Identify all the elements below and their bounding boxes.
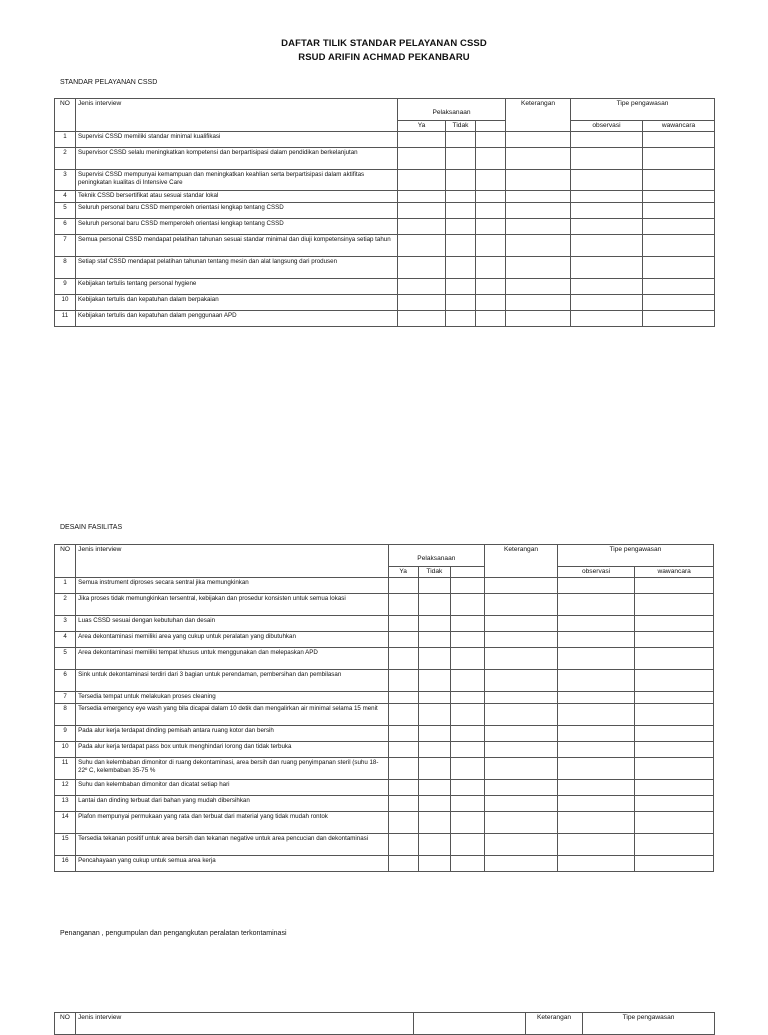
cell-blank[interactable] bbox=[450, 812, 484, 834]
cell-tidak[interactable] bbox=[418, 780, 450, 796]
cell-wawancara[interactable] bbox=[635, 704, 714, 726]
cell-tidak[interactable] bbox=[418, 648, 450, 670]
cell-ya[interactable] bbox=[388, 758, 418, 780]
cell-keterangan[interactable] bbox=[485, 856, 558, 872]
cell-ya[interactable] bbox=[388, 632, 418, 648]
row-number: 6 bbox=[55, 219, 76, 235]
table-row bbox=[55, 594, 714, 616]
table-row bbox=[55, 235, 715, 257]
row-text: Supervisi CSSD memiliki standar minimal kualifikasi bbox=[76, 132, 398, 148]
col-pelaksanaan: Pelaksanaan bbox=[398, 99, 506, 121]
cell-observasi[interactable] bbox=[571, 311, 643, 327]
table-row bbox=[55, 632, 714, 648]
col-tipe: Tipe pengawasan bbox=[583, 1013, 715, 1035]
row-number: 4 bbox=[55, 191, 76, 203]
cell-ya[interactable] bbox=[388, 796, 418, 812]
cell-keterangan[interactable] bbox=[485, 670, 558, 692]
table-row bbox=[55, 295, 715, 311]
cell-blank[interactable] bbox=[476, 203, 506, 219]
document-subtitle: RSUD ARIFIN ACHMAD PEKANBARU bbox=[298, 52, 470, 63]
cell-tidak[interactable] bbox=[418, 578, 450, 594]
row-number: 8 bbox=[55, 704, 76, 726]
table-row bbox=[55, 616, 714, 632]
col-wawancara: wawancara bbox=[643, 121, 715, 132]
cell-observasi[interactable] bbox=[557, 796, 635, 812]
table-row bbox=[55, 648, 714, 670]
row-text: Teknik CSSD bersertifikat atau sesuai standar lokal bbox=[76, 191, 398, 203]
row-text: Kebijakan tertulis tentang personal hygiene bbox=[76, 279, 398, 295]
cell-keterangan[interactable] bbox=[506, 148, 571, 170]
cell-observasi[interactable] bbox=[557, 758, 635, 780]
cell-keterangan[interactable] bbox=[485, 780, 558, 796]
row-number: 12 bbox=[55, 780, 76, 796]
cell-wawancara[interactable] bbox=[635, 594, 714, 616]
cell-blank[interactable] bbox=[476, 132, 506, 148]
cell-keterangan[interactable] bbox=[485, 742, 558, 758]
desain-table bbox=[54, 544, 714, 872]
row-text: Seluruh personal baru CSSD memperoleh orientasi lengkap tentang CSSD bbox=[76, 219, 398, 235]
table-row bbox=[55, 780, 714, 796]
row-number: 14 bbox=[55, 812, 76, 834]
row-text: Sink untuk dekontaminasi terdiri dari 3 bagian untuk perendaman, pembersihan dan pembilasan bbox=[76, 670, 388, 692]
cell-tidak[interactable] bbox=[418, 616, 450, 632]
cell-tidak[interactable] bbox=[446, 279, 476, 295]
table-row bbox=[55, 796, 714, 812]
cell-keterangan[interactable] bbox=[485, 648, 558, 670]
cell-keterangan[interactable] bbox=[485, 812, 558, 834]
cell-keterangan[interactable] bbox=[506, 219, 571, 235]
cell-observasi[interactable] bbox=[557, 742, 635, 758]
row-text: Tersedia emergency eye wash yang bila dicapai dalam 10 detik dan mengalirkan air minimal selama 15 menit bbox=[76, 704, 388, 726]
row-number: 5 bbox=[55, 203, 76, 219]
row-text: Pada alur kerja terdapat pass box untuk menghindari lorong dan tidak terbuka bbox=[76, 742, 388, 758]
col-blank bbox=[476, 121, 506, 132]
col-tidak: Tidak bbox=[418, 567, 450, 578]
cell-tidak[interactable] bbox=[446, 295, 476, 311]
cell-blank[interactable] bbox=[450, 670, 484, 692]
cell-blank[interactable] bbox=[450, 726, 484, 742]
cell-blank[interactable] bbox=[476, 235, 506, 257]
cell-tidak[interactable] bbox=[446, 203, 476, 219]
table-row bbox=[55, 670, 714, 692]
cell-blank[interactable] bbox=[450, 742, 484, 758]
cell-wawancara[interactable] bbox=[635, 742, 714, 758]
cell-tidak[interactable] bbox=[446, 311, 476, 327]
cell-tidak[interactable] bbox=[446, 235, 476, 257]
row-number: 5 bbox=[55, 648, 76, 670]
col-no: NO bbox=[55, 1013, 76, 1035]
cell-wawancara[interactable] bbox=[643, 219, 715, 235]
col-observasi: observasi bbox=[571, 121, 643, 132]
table-row bbox=[55, 311, 715, 327]
cell-keterangan[interactable] bbox=[506, 203, 571, 219]
cell-ya[interactable] bbox=[398, 279, 446, 295]
cell-keterangan[interactable] bbox=[506, 295, 571, 311]
row-text: Semua personal CSSD mendapat pelatihan tahunan sesuai standar minimal dan diuji kompetensinya setiap tahun bbox=[76, 235, 398, 257]
row-number: 6 bbox=[55, 670, 76, 692]
cell-wawancara[interactable] bbox=[643, 257, 715, 279]
cell-ya[interactable] bbox=[388, 692, 418, 704]
cell-blank[interactable] bbox=[450, 834, 484, 856]
section-label-standar: STANDAR PELAYANAN CSSD bbox=[60, 79, 158, 86]
row-text: Kebijakan tertulis dan kepatuhan dalam penggunaan APD bbox=[76, 311, 398, 327]
cell-observasi[interactable] bbox=[571, 235, 643, 257]
cell-wawancara[interactable] bbox=[643, 311, 715, 327]
cell-blank[interactable] bbox=[476, 295, 506, 311]
row-number: 10 bbox=[55, 295, 76, 311]
cell-ya[interactable] bbox=[388, 834, 418, 856]
cell-tidak[interactable] bbox=[446, 191, 476, 203]
row-text: Suhu dan kelembaban dimonitor dan dicatat setiap hari bbox=[76, 780, 388, 796]
cell-tidak[interactable] bbox=[418, 834, 450, 856]
cell-wawancara[interactable] bbox=[635, 726, 714, 742]
row-text: Setiap staf CSSD mendapat pelatihan tahunan tentang mesin dan alat langsung dari produsen bbox=[76, 257, 398, 279]
cell-keterangan[interactable] bbox=[506, 311, 571, 327]
cell-observasi[interactable] bbox=[571, 295, 643, 311]
cell-wawancara[interactable] bbox=[643, 132, 715, 148]
cell-blank[interactable] bbox=[450, 856, 484, 872]
col-no: NO bbox=[55, 545, 76, 578]
col-jenis: Jenis interview bbox=[76, 545, 388, 578]
cell-observasi[interactable] bbox=[571, 132, 643, 148]
cell-ya[interactable] bbox=[398, 295, 446, 311]
cell-observasi[interactable] bbox=[557, 692, 635, 704]
row-text: Jika proses tidak memungkinkan tersentral, kebijakan dan prosedur konsisten untuk semua lokasi bbox=[76, 594, 388, 616]
cell-keterangan[interactable] bbox=[485, 616, 558, 632]
cell-ya[interactable] bbox=[398, 311, 446, 327]
cell-keterangan[interactable] bbox=[506, 191, 571, 203]
row-text: Supervisi CSSD mempunyai kemampuan dan meningkatkan keahlian serta berpartisipasi dalam aktifitas peningkatan kualitas di Intensive Care bbox=[76, 170, 398, 191]
row-number: 9 bbox=[55, 726, 76, 742]
cell-ya[interactable] bbox=[398, 170, 446, 191]
cell-observasi[interactable] bbox=[571, 203, 643, 219]
row-text: Plafon mempunyai permukaan yang rata dan terbuat dari material yang tidak mudah rontok bbox=[76, 812, 388, 834]
cell-keterangan[interactable] bbox=[485, 632, 558, 648]
section-label-penanganan: Penanganan , pengumpulan dan pengangkutan peralatan terkontaminasi bbox=[60, 930, 287, 937]
row-number: 13 bbox=[55, 796, 76, 812]
cell-observasi[interactable] bbox=[557, 856, 635, 872]
row-text: Supervisor CSSD selalu meningkatkan kompetensi dan berpartisipasi dalam pendidikan berkelanjutan bbox=[76, 148, 398, 170]
row-text: Tersedia tekanan positif untuk area bersih dan tekanan negative untuk area pencucian dan dekontaminasi bbox=[76, 834, 388, 856]
cell-ya[interactable] bbox=[388, 704, 418, 726]
cell-ya[interactable] bbox=[388, 594, 418, 616]
cell-tidak[interactable] bbox=[418, 594, 450, 616]
cell-keterangan[interactable] bbox=[506, 170, 571, 191]
row-number: 1 bbox=[55, 132, 76, 148]
cell-ya[interactable] bbox=[388, 742, 418, 758]
col-ya: Ya bbox=[388, 567, 418, 578]
cell-ya[interactable] bbox=[388, 780, 418, 796]
row-number: 3 bbox=[55, 170, 76, 191]
cell-tidak[interactable] bbox=[418, 704, 450, 726]
cell-wawancara[interactable] bbox=[635, 758, 714, 780]
cell-tidak[interactable] bbox=[418, 812, 450, 834]
cell-ya[interactable] bbox=[398, 203, 446, 219]
cell-blank[interactable] bbox=[450, 780, 484, 796]
cell-ya[interactable] bbox=[388, 648, 418, 670]
cell-tidak[interactable] bbox=[418, 856, 450, 872]
cell-blank[interactable] bbox=[450, 578, 484, 594]
table-row bbox=[55, 279, 715, 295]
row-text: Seluruh personal baru CSSD memperoleh orientasi lengkap tentang CSSD bbox=[76, 203, 398, 219]
row-number: 16 bbox=[55, 856, 76, 872]
table-row bbox=[55, 834, 714, 856]
cell-blank[interactable] bbox=[450, 796, 484, 812]
cell-wawancara[interactable] bbox=[643, 235, 715, 257]
cell-blank[interactable] bbox=[476, 219, 506, 235]
row-number: 8 bbox=[55, 257, 76, 279]
col-jenis: Jenis interview bbox=[76, 1013, 414, 1035]
cell-ya[interactable] bbox=[398, 219, 446, 235]
cell-ya[interactable] bbox=[388, 670, 418, 692]
col-tipe: Tipe pengawasan bbox=[571, 99, 715, 121]
cell-keterangan[interactable] bbox=[506, 279, 571, 295]
row-text: Suhu dan kelembaban dimonitor di ruang dekontaminasi, area bersih dan ruang penyimpanan steril (suhu 18-22º C, kelembaban 35-75 % bbox=[76, 758, 388, 780]
col-jenis: Jenis interview bbox=[76, 99, 398, 132]
table-row bbox=[55, 726, 714, 742]
cell-observasi[interactable] bbox=[557, 834, 635, 856]
table-row bbox=[55, 191, 715, 203]
cell-tidak[interactable] bbox=[418, 726, 450, 742]
cell-observasi[interactable] bbox=[571, 219, 643, 235]
table-row bbox=[55, 742, 714, 758]
cell-tidak[interactable] bbox=[418, 670, 450, 692]
cell-blank[interactable] bbox=[450, 594, 484, 616]
cell-observasi[interactable] bbox=[557, 616, 635, 632]
cell-observasi[interactable] bbox=[557, 648, 635, 670]
cell-keterangan[interactable] bbox=[485, 704, 558, 726]
cell-wawancara[interactable] bbox=[635, 692, 714, 704]
cell-ya[interactable] bbox=[398, 191, 446, 203]
row-number: 15 bbox=[55, 834, 76, 856]
cell-blank[interactable] bbox=[450, 616, 484, 632]
cell-tidak[interactable] bbox=[418, 796, 450, 812]
cell-wawancara[interactable] bbox=[635, 780, 714, 796]
cell-observasi[interactable] bbox=[557, 812, 635, 834]
row-number: 2 bbox=[55, 148, 76, 170]
cell-ya[interactable] bbox=[398, 235, 446, 257]
cell-ya[interactable] bbox=[388, 616, 418, 632]
cell-wawancara[interactable] bbox=[643, 191, 715, 203]
row-number: 7 bbox=[55, 692, 76, 704]
col-wawancara: wawancara bbox=[635, 567, 714, 578]
cell-tidak[interactable] bbox=[418, 742, 450, 758]
row-text: Kebijakan tertulis dan kepatuhan dalam berpakaian bbox=[76, 295, 398, 311]
row-number: 11 bbox=[55, 758, 76, 780]
cell-wawancara[interactable] bbox=[635, 856, 714, 872]
table-row bbox=[55, 758, 714, 780]
cell-observasi[interactable] bbox=[557, 594, 635, 616]
row-text: Luas CSSD sesuai dengan kebutuhan dan desain bbox=[76, 616, 388, 632]
cell-keterangan[interactable] bbox=[506, 132, 571, 148]
section-label-desain: DESAIN FASILITAS bbox=[60, 524, 123, 531]
cell-observasi[interactable] bbox=[571, 148, 643, 170]
cell-tidak[interactable] bbox=[446, 148, 476, 170]
cell-tidak[interactable] bbox=[446, 132, 476, 148]
cell-observasi[interactable] bbox=[571, 191, 643, 203]
cell-wawancara[interactable] bbox=[643, 148, 715, 170]
cell-observasi[interactable] bbox=[557, 726, 635, 742]
col-keterangan: Keterangan bbox=[485, 545, 558, 578]
row-number: 11 bbox=[55, 311, 76, 327]
table-row bbox=[55, 704, 714, 726]
document-title: DAFTAR TILIK STANDAR PELAYANAN CSSD bbox=[281, 38, 487, 49]
cell-keterangan[interactable] bbox=[485, 578, 558, 594]
cell-observasi[interactable] bbox=[571, 170, 643, 191]
cell-ya[interactable] bbox=[388, 726, 418, 742]
cell-wawancara[interactable] bbox=[635, 796, 714, 812]
col-tidak: Tidak bbox=[446, 121, 476, 132]
row-number: 1 bbox=[55, 578, 76, 594]
cell-tidak[interactable] bbox=[418, 692, 450, 704]
table-row bbox=[55, 257, 715, 279]
col-keterangan: Keterangan bbox=[526, 1013, 583, 1035]
cell-blank[interactable] bbox=[476, 191, 506, 203]
table-row bbox=[55, 692, 714, 704]
cell-blank[interactable] bbox=[476, 279, 506, 295]
row-number: 10 bbox=[55, 742, 76, 758]
col-observasi: observasi bbox=[557, 567, 635, 578]
table-row bbox=[55, 170, 715, 191]
cell-wawancara[interactable] bbox=[635, 632, 714, 648]
col-blank bbox=[450, 567, 484, 578]
row-text: Area dekontaminasi memiliki tempat khusus untuk menggunakan dan melepaskan APD bbox=[76, 648, 388, 670]
table-row bbox=[55, 856, 714, 872]
row-number: 3 bbox=[55, 616, 76, 632]
cell-observasi[interactable] bbox=[557, 780, 635, 796]
cell-keterangan[interactable] bbox=[506, 235, 571, 257]
cell-keterangan[interactable] bbox=[485, 834, 558, 856]
cell-wawancara[interactable] bbox=[643, 203, 715, 219]
cell-observasi[interactable] bbox=[557, 632, 635, 648]
row-number: 4 bbox=[55, 632, 76, 648]
table-row bbox=[55, 148, 715, 170]
cell-ya[interactable] bbox=[388, 578, 418, 594]
cell-keterangan[interactable] bbox=[485, 594, 558, 616]
cell-blank[interactable] bbox=[450, 758, 484, 780]
cell-observasi[interactable] bbox=[571, 257, 643, 279]
row-text: Tersedia tempat untuk melakukan proses cleaning bbox=[76, 692, 388, 704]
col-pelaksanaan: Pelaksanaan bbox=[388, 545, 485, 567]
cell-wawancara[interactable] bbox=[635, 670, 714, 692]
cell-tidak[interactable] bbox=[418, 758, 450, 780]
col-keterangan: Keterangan bbox=[506, 99, 571, 132]
cell-keterangan[interactable] bbox=[485, 796, 558, 812]
cell-observasi[interactable] bbox=[557, 704, 635, 726]
standar-table bbox=[54, 98, 715, 327]
cell-blank[interactable] bbox=[450, 692, 484, 704]
cell-wawancara[interactable] bbox=[643, 279, 715, 295]
cell-keterangan[interactable] bbox=[485, 692, 558, 704]
cell-observasi[interactable] bbox=[557, 578, 635, 594]
cell-wawancara[interactable] bbox=[635, 812, 714, 834]
cell-ya[interactable] bbox=[388, 812, 418, 834]
row-number: 7 bbox=[55, 235, 76, 257]
cell-wawancara[interactable] bbox=[635, 616, 714, 632]
cell-tidak[interactable] bbox=[446, 257, 476, 279]
col-tipe: Tipe pengawasan bbox=[557, 545, 713, 567]
table-row bbox=[55, 812, 714, 834]
row-number: 9 bbox=[55, 279, 76, 295]
cell-ya[interactable] bbox=[388, 856, 418, 872]
cell-keterangan[interactable] bbox=[506, 257, 571, 279]
col-no: NO bbox=[55, 99, 76, 132]
cell-blank[interactable] bbox=[450, 648, 484, 670]
cell-ya[interactable] bbox=[398, 257, 446, 279]
cell-blank[interactable] bbox=[450, 704, 484, 726]
cell-blank[interactable] bbox=[476, 257, 506, 279]
cell-tidak[interactable] bbox=[418, 632, 450, 648]
cell-observasi[interactable] bbox=[571, 279, 643, 295]
table-row bbox=[55, 203, 715, 219]
cell-wawancara[interactable] bbox=[635, 578, 714, 594]
table-row bbox=[55, 578, 714, 594]
cell-ya[interactable] bbox=[398, 132, 446, 148]
cell-wawancara[interactable] bbox=[635, 834, 714, 856]
table-row bbox=[55, 132, 715, 148]
row-text: Area dekontaminasi memiliki area yang cukup untuk peralatan yang dibutuhkan bbox=[76, 632, 388, 648]
row-number: 2 bbox=[55, 594, 76, 616]
cell-observasi[interactable] bbox=[557, 670, 635, 692]
cell-keterangan[interactable] bbox=[485, 726, 558, 742]
cell-tidak[interactable] bbox=[446, 170, 476, 191]
row-text: Pencahayaan yang cukup untuk semua area kerja bbox=[76, 856, 388, 872]
row-text: Pada alur kerja terdapat dinding pemisah antara ruang kotor dan bersih bbox=[76, 726, 388, 742]
cell-blank[interactable] bbox=[476, 170, 506, 191]
cell-wawancara[interactable] bbox=[643, 295, 715, 311]
cell-blank[interactable] bbox=[476, 311, 506, 327]
col-ya: Ya bbox=[398, 121, 446, 132]
cell-tidak[interactable] bbox=[446, 219, 476, 235]
cell-blank[interactable] bbox=[476, 148, 506, 170]
row-text: Semua instrument diproses secara sentral jika memungkinkan bbox=[76, 578, 388, 594]
table-row bbox=[55, 219, 715, 235]
cell-wawancara[interactable] bbox=[635, 648, 714, 670]
row-text: Lantai dan dinding terbuat dari bahan yang mudah dibersihkan bbox=[76, 796, 388, 812]
cell-keterangan[interactable] bbox=[485, 758, 558, 780]
cell-wawancara[interactable] bbox=[643, 170, 715, 191]
cell-blank[interactable] bbox=[450, 632, 484, 648]
cell-ya[interactable] bbox=[398, 148, 446, 170]
